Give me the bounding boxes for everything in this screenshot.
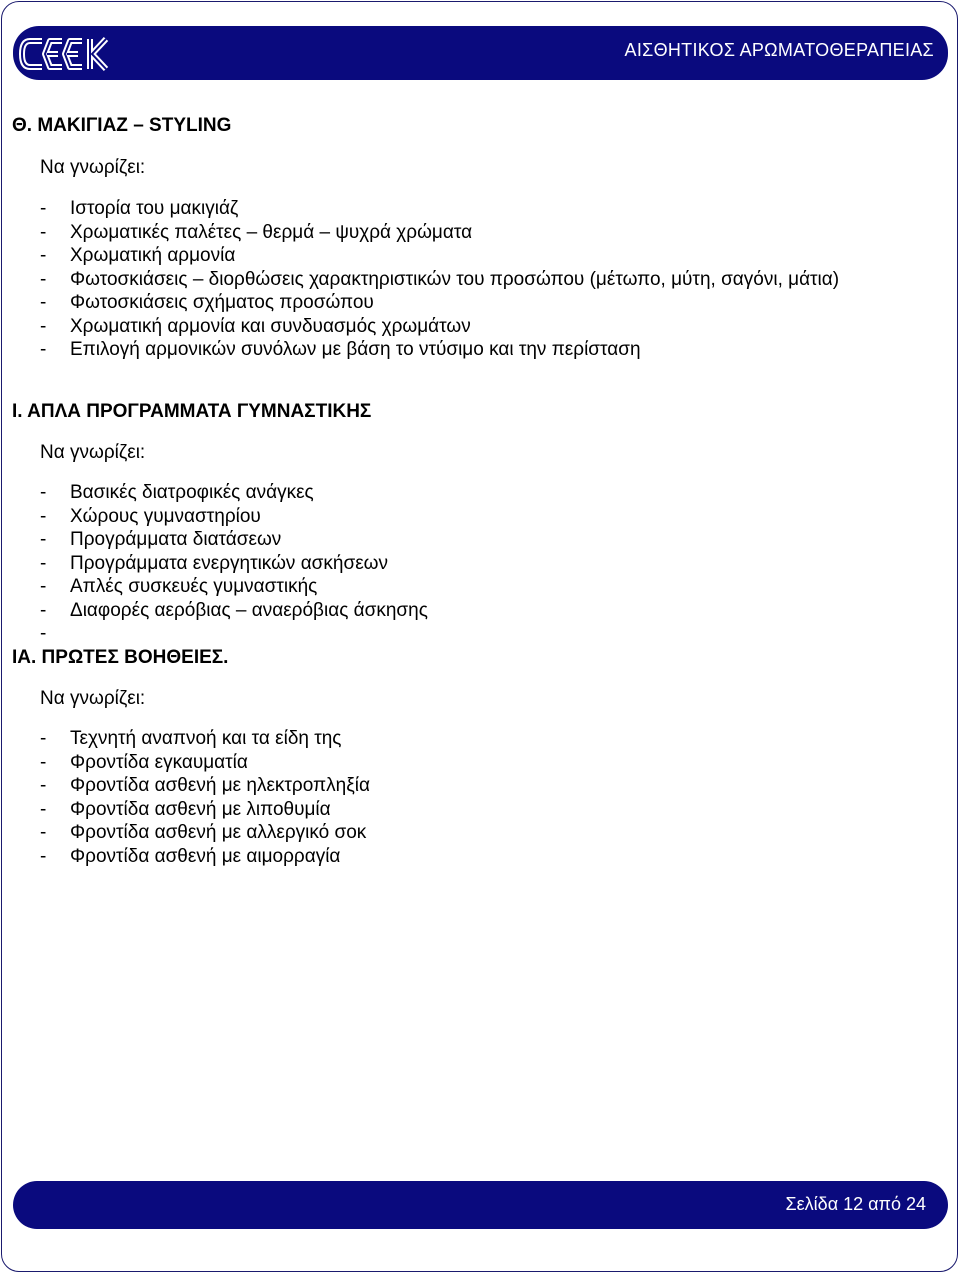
- list-item: -: [40, 623, 47, 644]
- list-item: - Φροντίδα εγκαυματία: [40, 751, 248, 773]
- ceek-logo: [18, 34, 110, 74]
- list-item: - Απλές συσκευές γυμναστικής: [40, 576, 318, 597]
- list-item: - Χρωματική αρμονία: [40, 245, 236, 266]
- list-item: - Χρωματικές παλέτες – θερμά – ψυχρά χρώματα: [40, 221, 473, 243]
- list-item: - Φροντίδα ασθενή με ηλεκτροπληξία: [40, 775, 370, 796]
- list-item: - Διαφορές αερόβιας – αναερόβιας άσκησης: [40, 599, 428, 621]
- know-label: Να γνωρίζει:: [40, 442, 146, 463]
- section-title-first-aid: ΙΑ. ΠΡΩΤΕΣ ΒΟΗΘΕΙΕΣ.: [12, 647, 229, 668]
- list-item: - Ιστορία του μακιγιάζ: [40, 198, 239, 219]
- list-item: - Φροντίδα ασθενή με λιποθυμία: [40, 798, 331, 820]
- list-item: - Χώρους γυμναστηρίου: [40, 505, 261, 527]
- list-item: - Προγράμματα ενεργητικών ασκήσεων: [40, 552, 388, 574]
- list-item: - Προγράμματα διατάσεων: [40, 529, 282, 550]
- list-item: - Χρωματική αρμονία και συνδυασμός χρωμάτων: [40, 315, 471, 337]
- makeup-list: [40, 197, 839, 362]
- section-title-makeup: Θ. ΜΑΚΙΓΙΑΖ – STYLING: [12, 115, 232, 136]
- list-item: - Επιλογή αρμονικών συνόλων με βάση το ντύσιμο και την περίσταση: [40, 339, 641, 360]
- gymnastics-list: [40, 481, 428, 646]
- list-item: - Βασικές διατροφικές ανάγκες: [40, 482, 314, 503]
- know-label: Να γνωρίζει:: [40, 157, 146, 178]
- list-item: - Φωτοσκιάσεις σχήματος προσώπου: [40, 292, 374, 313]
- header-title: ΑΙΣΘΗΤΙΚΟΣ ΑΡΩΜΑΤΟΘΕΡΑΠΕΙΑΣ: [624, 40, 934, 60]
- first-aid-list: [40, 727, 370, 868]
- list-item: - Φροντίδα ασθενή με αιμορραγία: [40, 845, 341, 867]
- list-item: - Φωτοσκιάσεις – διορθώσεις χαρακτηριστικών του προσώπου (μέτωπο, μύτη, σαγόνι, μάτια): [40, 268, 840, 290]
- list-item: - Τεχνητή αναπνοή και τα είδη της: [40, 728, 342, 749]
- page-number: Σελίδα 12 από 24: [785, 1194, 926, 1214]
- list-item: - Φροντίδα ασθενή με αλλεργικό σοκ: [40, 822, 367, 843]
- section-title-gymnastics: Ι. ΑΠΛΑ ΠΡΟΓΡΑΜΜΑΤΑ ΓΥΜΝΑΣΤΙΚΗΣ: [12, 401, 372, 422]
- know-label: Να γνωρίζει:: [40, 688, 146, 709]
